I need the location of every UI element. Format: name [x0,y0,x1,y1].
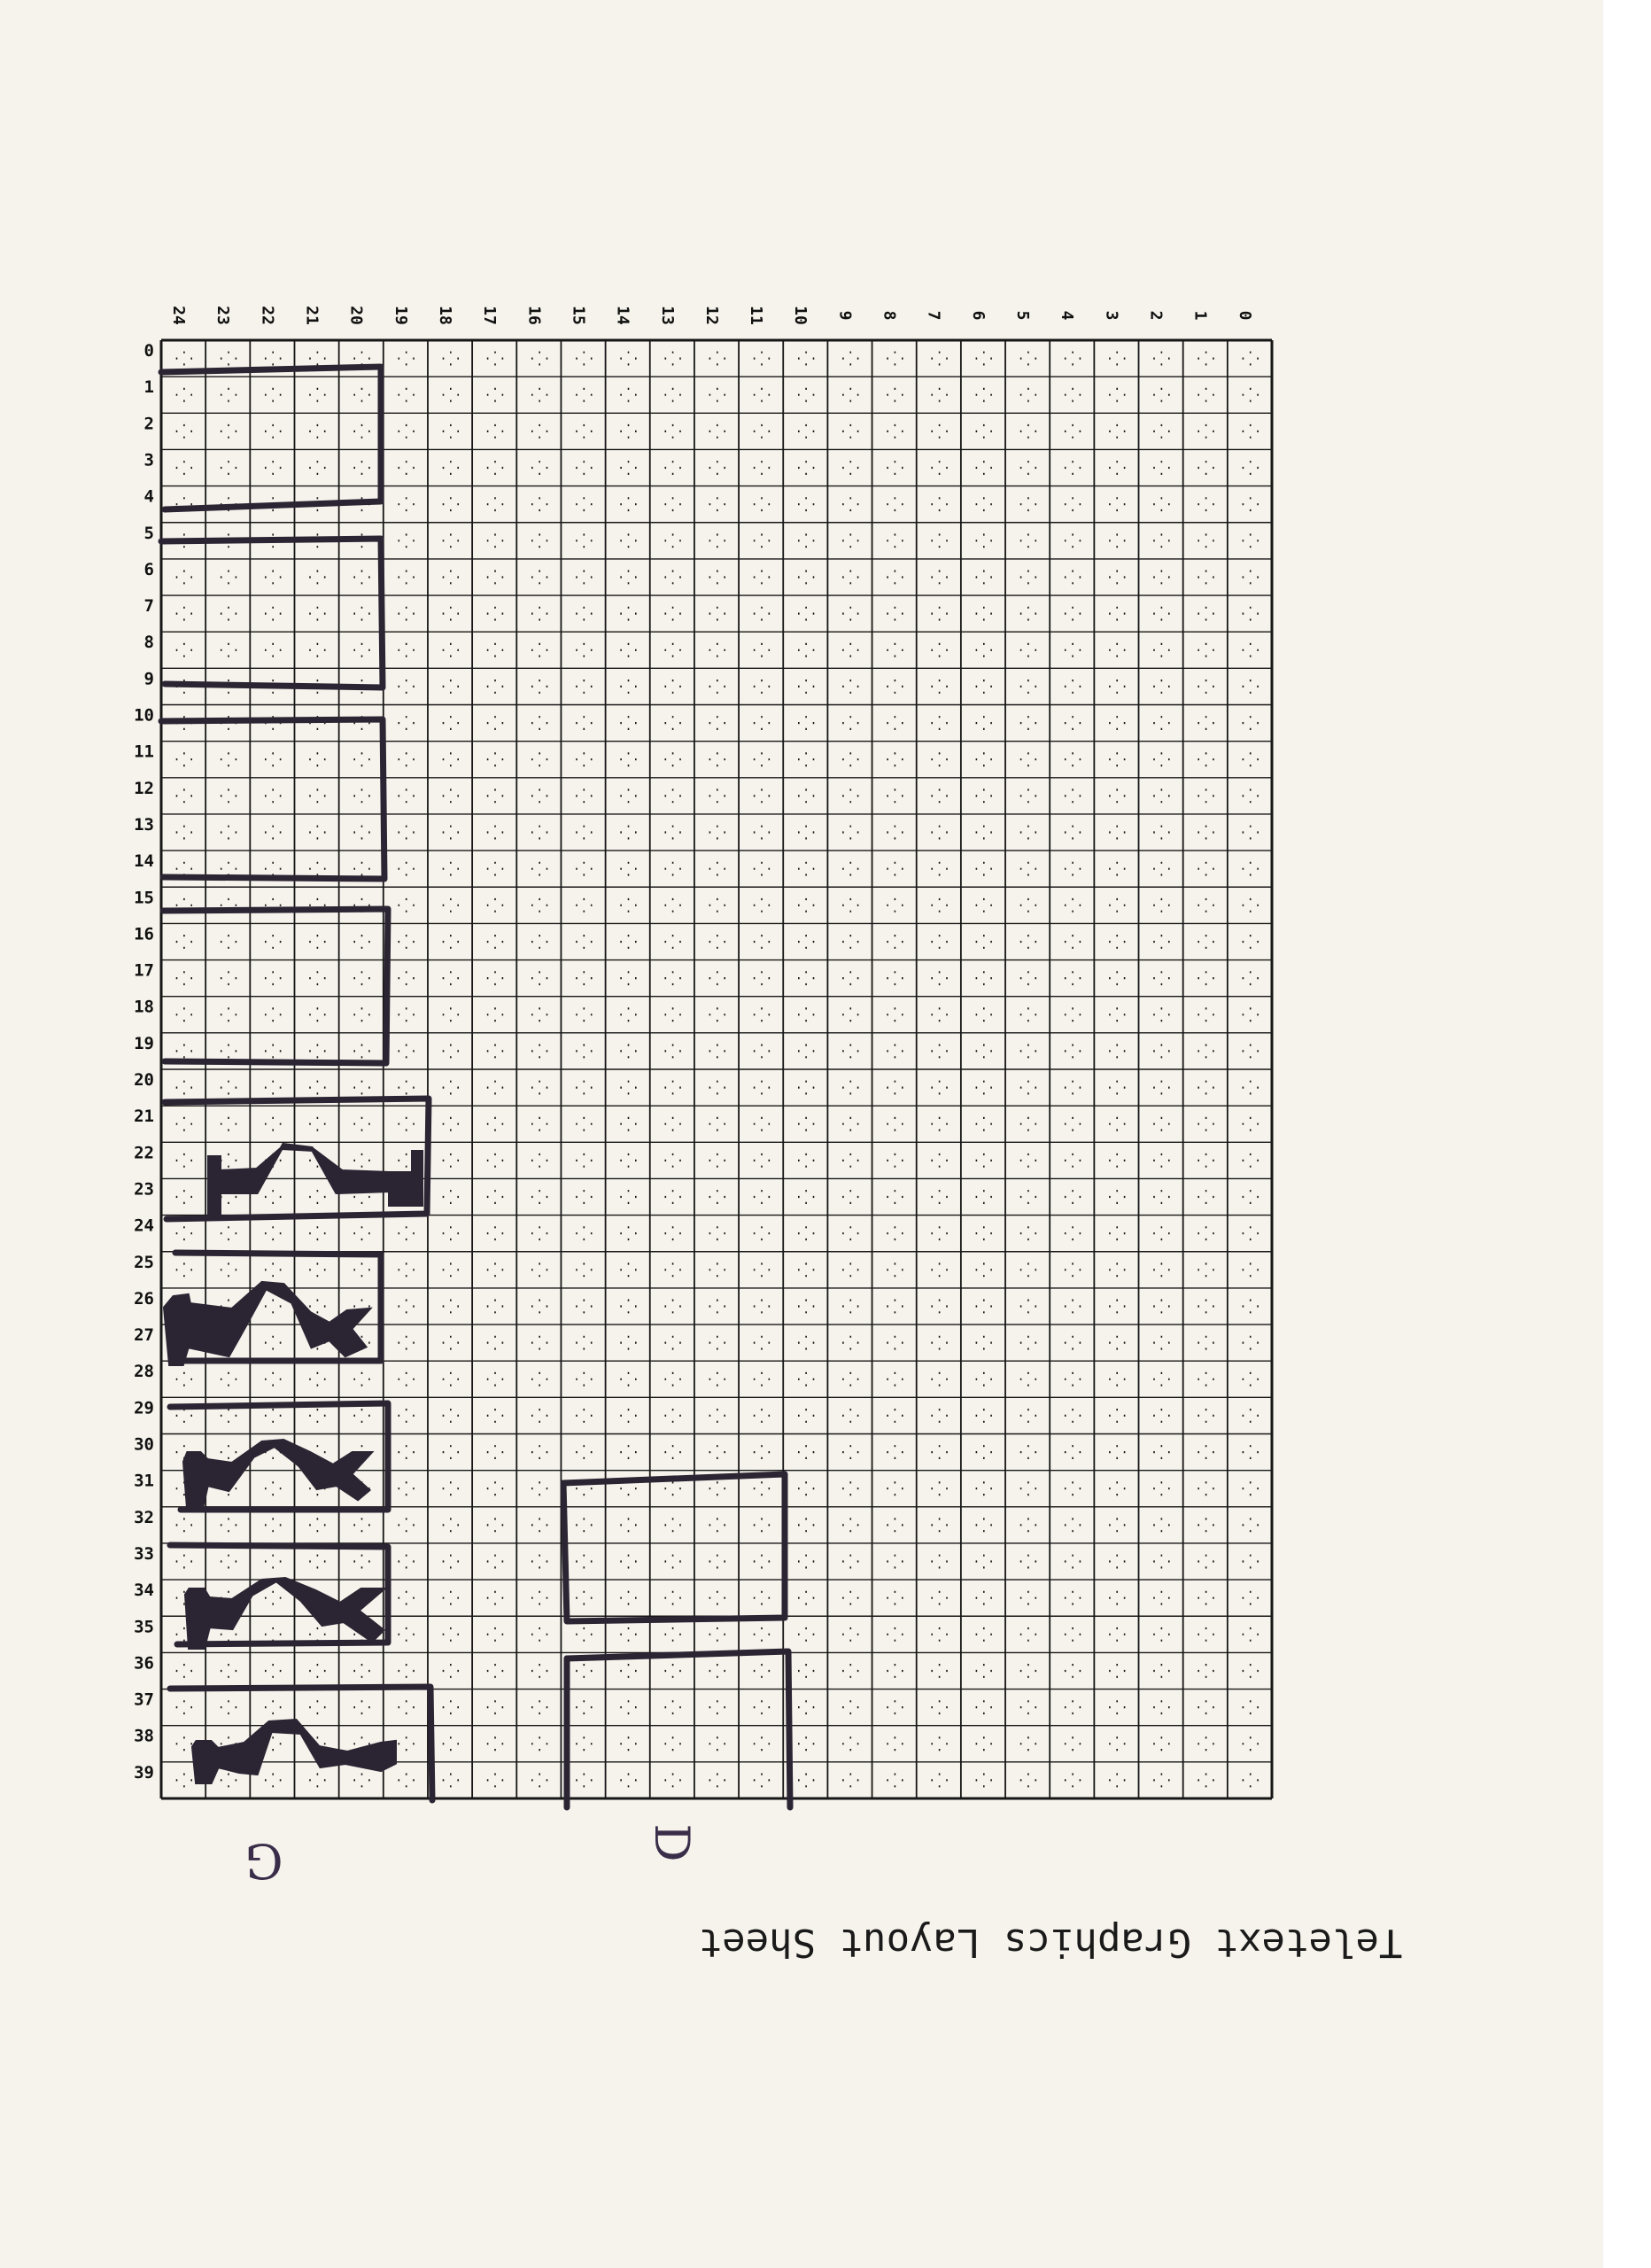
column-label: 14 [613,306,632,325]
column-label: 17 [480,306,500,325]
row-label: 27 [134,1325,154,1345]
row-label: 22 [134,1143,154,1163]
column-label: 6 [968,310,988,321]
row-label: 28 [134,1362,154,1382]
row-label: 11 [134,742,154,762]
drawn-box-3 [161,719,384,879]
row-label: 10 [134,705,154,726]
row-label: 18 [134,997,154,1017]
column-label: 23 [213,306,233,325]
column-label: 22 [258,306,277,325]
figure-3 [184,1441,370,1508]
drawn-box-4 [163,909,388,1063]
row-label: 30 [134,1434,154,1455]
row-label: 3 [143,450,154,470]
row-number-labels [134,341,154,1783]
column-label: 12 [701,306,721,325]
drawn-box-11 [567,1651,790,1807]
handwritten-letter-left: G [244,1833,283,1889]
row-label: 12 [134,778,154,798]
figure-4 [186,1579,383,1648]
column-label: 7 [924,310,943,321]
column-label: 16 [524,306,544,325]
column-label: 13 [657,306,677,325]
row-label: 6 [143,559,154,579]
column-label: 21 [302,306,322,325]
handwritten-letters [244,1823,700,1889]
row-label: 16 [134,924,154,944]
row-label: 14 [134,851,154,872]
graph-grid [161,340,1272,1798]
drawn-box-10 [563,1474,785,1621]
row-label: 26 [134,1288,154,1309]
column-label: 5 [1013,310,1032,321]
row-label: 19 [134,1033,154,1053]
drawn-box-2 [161,539,383,687]
row-label: 39 [134,1762,154,1783]
row-label: 32 [134,1507,154,1527]
column-label: 4 [1058,310,1077,321]
column-label: 18 [436,306,454,325]
row-label: 31 [134,1471,154,1491]
row-label: 23 [134,1179,154,1200]
row-label: 33 [134,1544,154,1564]
row-label: 1 [143,377,154,398]
row-label: 29 [134,1398,154,1418]
sheet-title: Teletext Graphics Layout Sheet [698,1920,1403,1965]
row-label: 34 [134,1581,154,1601]
column-label: 3 [1102,310,1121,321]
row-label: 13 [134,814,154,835]
column-label: 24 [169,306,188,325]
row-label: 17 [134,960,154,981]
column-label: 20 [346,306,366,325]
row-label: 8 [143,633,154,653]
figure-1 [209,1145,422,1216]
row-label: 25 [134,1252,154,1272]
column-label: 1 [1190,310,1210,321]
column-label: 15 [569,306,588,325]
row-label: 0 [143,341,154,361]
figure-2 [165,1283,368,1364]
row-label: 35 [134,1617,154,1637]
row-label: 2 [143,414,154,434]
column-label: 9 [835,310,855,321]
column-label: 0 [1235,310,1254,321]
row-label: 21 [134,1107,154,1127]
row-label: 38 [134,1726,154,1746]
row-label: 37 [134,1689,154,1710]
row-label: 20 [134,1070,154,1090]
column-label: 11 [747,306,766,325]
row-label: 7 [143,596,154,616]
column-label: 10 [791,306,810,325]
row-label: 36 [134,1653,154,1674]
row-label: 15 [134,888,154,908]
column-label: 2 [1146,310,1166,321]
column-number-labels [169,306,1254,325]
row-label: 9 [143,669,154,689]
row-label: 4 [143,486,154,507]
handwritten-letter-right: D [644,1823,700,1862]
column-label: 8 [880,310,899,321]
drawn-box-1 [161,367,381,509]
row-label: 5 [143,523,154,543]
column-label: 19 [391,306,410,325]
row-label: 24 [134,1216,154,1236]
